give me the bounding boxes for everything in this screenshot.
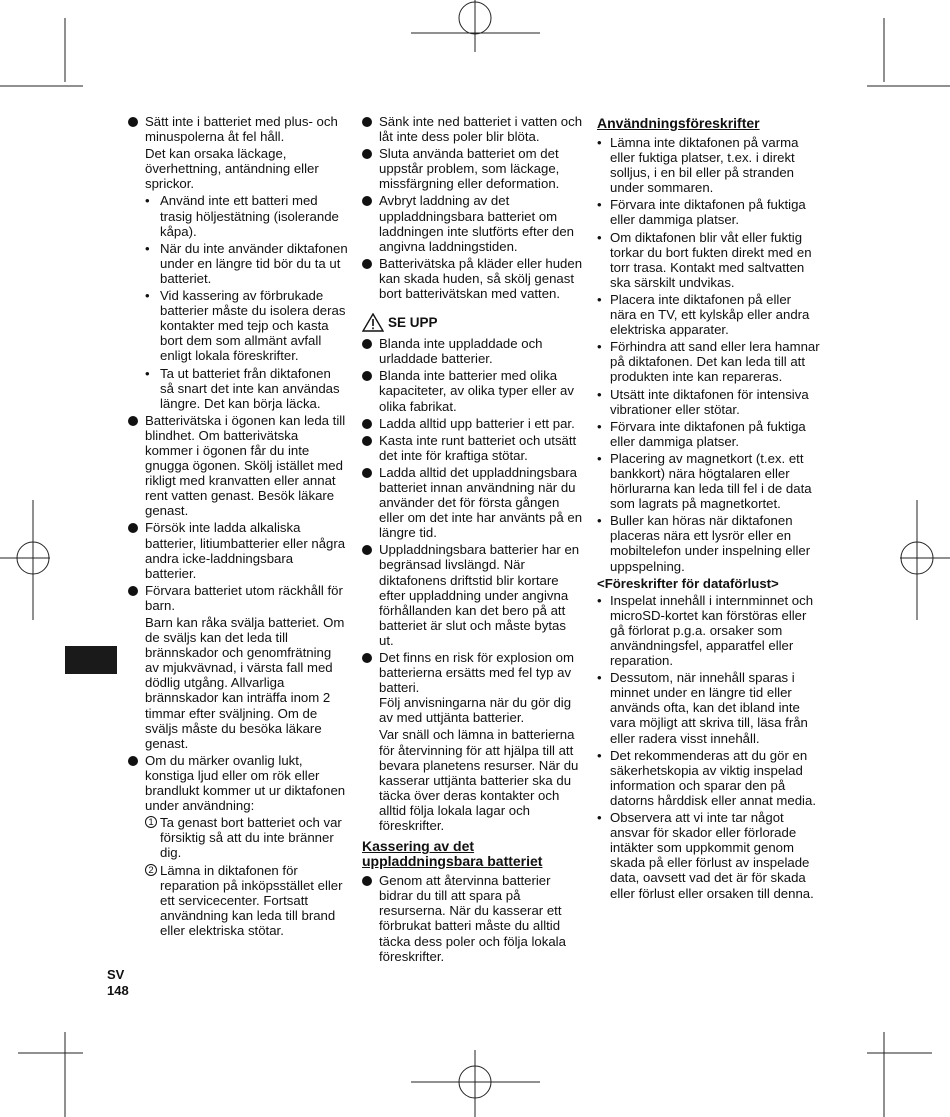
bullet-item: Kasta inte runt batteriet och utsätt det inte för kraftiga stötar. <box>362 433 584 463</box>
bullet-note: Barn kan råka svälja batteriet. Om de sväljs kan det leda till brännskador och genomfrätning av mjukvävnad, i värsta fall med dödlig utgång. Allvarliga brännskador kan inträffa inom 2 timmar efter sväljning. Om de sväljs måste du besöka läkare genast. <box>145 615 345 751</box>
caution-label: SE UPP <box>388 315 438 331</box>
bullet-note: Var snäll och lämna in batterierna för återvinning för att hjälpa till att bevara planetens resurser. När du kasserar uttjänta batterier ska du täcka över deras kontakter och alltid följa lokala lagar och föreskrifter. <box>379 727 579 834</box>
dot-item: • Dessutom, när innehåll sparas i minnet under en längre tid eller används ofta, kan det ibland inte vara möjligt att skriva till, läsa från eller radera visst innehåll. <box>597 670 821 745</box>
bullet-item: Sluta använda batteriet om det uppstår problem, som läckage, missfärgning eller deformation. <box>362 146 584 191</box>
bullet-item: Avbryt laddning av det uppladdningsbara batteriet om laddningen inte slutförts efter den angivna laddningstiden. <box>362 193 584 253</box>
dash-item: • När du inte använder diktafonen under en längre tid bör du ta ut batteriet. <box>128 241 348 286</box>
dot-item: • Lämna inte diktafonen på varma eller fuktiga platser, t.ex. i direkt solljus, i en bil eller på stranden under sommaren. <box>597 135 821 195</box>
dot-item: • Det rekommenderas att du gör en säkerhetskopia av viktig inspelad information och sparar den på datorns hårddisk eller annat media. <box>597 748 821 808</box>
dot-item: • Placering av magnetkort (t.ex. ett bankkort) nära högtalaren eller hörlurarna kan leda till fel i de data som lagrats på magnetkortet. <box>597 451 821 511</box>
dash-item: • Vid kassering av förbrukade batterier måste du isolera deras kontakter med tejp och kasta bort dem som allmänt avfall enligt lokala föreskrifter. <box>128 288 348 363</box>
section-heading: Användningsföreskrifter <box>597 115 760 131</box>
bullet-item: Batterivätska i ögonen kan leda till blindhet. Om batterivätska kommer i ögonen får du inte gnugga ögonen. Skölj istället med rikligt med kranvatten eller annat rent vatten genast. Besök läkare genast. <box>128 413 348 519</box>
step-text: Ta genast bort batteriet och var försiktig så att du inte bränner dig. <box>160 815 342 861</box>
step-text: Lämna in diktafonen för reparation på inköpsstället eller ett servicecenter. Fortsatt användning kan leda till brand eller elektriska stötar. <box>160 862 343 938</box>
bullet-item: Ladda alltid det uppladdningsbara batteriet innan användning när du använder det för första gången eller om det inte har använts på en längre tid. <box>362 465 584 540</box>
dot-item: • Förvara inte diktafonen på fuktiga eller dammiga platser. <box>597 419 821 449</box>
bullet-item: Genom att återvinna batterier bidrar du till att spara på resurserna. När du kasserar ett förbrukat batteri måste du alltid täcka dess poler och följa lokala föreskrifter. <box>362 873 584 964</box>
dot-item: • Inspelat innehåll i internminnet och microSD-kortet kan förstöras eller gå förlorat p.g.a. orsaker som användningsfel, apparatfel eller reparation. <box>597 593 821 668</box>
dot-item: • Observera att vi inte tar något ansvar för skador eller förlorade intäkter som uppkommit genom skada på eller förlust av inspelade data, oavsett vad det är för skada eller förlust eller orsaken till denna. <box>597 810 821 901</box>
section-tab <box>65 646 117 674</box>
bullet-item: Uppladdningsbara batterier har en begränsad livslängd. När diktafonens driftstid blir kortare efter uppladdning under angivna förhållanden kan det bero på att batteriet är slut och måste bytas ut. <box>362 542 584 648</box>
language-code: SV <box>107 967 125 982</box>
dot-item: • Om diktafonen blir våt eller fuktig torkar du bort fukten direkt med en torr trasa. Kontakt med saltvatten ska särskilt undvikas. <box>597 230 821 290</box>
step-number: 1 <box>145 816 157 828</box>
caution-heading <box>362 313 584 332</box>
dot-item: • Förhindra att sand eller lera hamnar på diktafonen. Det kan leda till att produkten inte kan repareras. <box>597 339 821 384</box>
warning-triangle-icon <box>362 313 384 332</box>
bullet-note: Det kan orsaka läckage, överhettning, antändning eller sprickor. <box>145 146 319 192</box>
page-footer <box>107 967 129 999</box>
bullet-item: Förvara batteriet utom räckhåll för barn. <box>128 583 348 613</box>
bullet-note: Följ anvisningarna när du gör dig av med uttjänta batterier. <box>379 695 572 726</box>
bullet-item: Försök inte ladda alkaliska batterier, litiumbatterier eller några andra icke-laddningsbara batterier. <box>128 520 348 580</box>
bullet-item: Sänk inte ned batteriet i vatten och låt inte dess poler blir blöta. <box>362 114 584 144</box>
bullet-item: Ladda alltid upp batterier i ett par. <box>362 416 584 431</box>
bullet-item: Sätt inte i batteriet med plus- och minuspolerna åt fel håll. <box>128 114 348 144</box>
column-2 <box>362 114 584 966</box>
bullet-item: Det finns en risk för explosion om batterierna ersätts med fel typ av batteri. <box>362 650 584 695</box>
step-number: 2 <box>145 864 157 876</box>
numbered-step-2 <box>128 863 348 938</box>
column-1 <box>128 114 348 940</box>
bullet-item: Blanda inte batterier med olika kapaciteter, av olika typer eller av olika fabrikat. <box>362 368 584 413</box>
numbered-step-1 <box>128 815 348 860</box>
column-3 <box>597 114 821 903</box>
dash-item: • Använd inte ett batteri med trasig höljestätning (isolerande kåpa). <box>128 193 348 238</box>
dot-item: • Förvara inte diktafonen på fuktiga eller dammiga platser. <box>597 197 821 227</box>
dash-item: • Ta ut batteriet från diktafonen så snart det inte kan användas längre. Det kan börja läcka. <box>128 366 348 411</box>
dot-item: • Utsätt inte diktafonen för intensiva vibrationer eller stötar. <box>597 387 821 417</box>
subheading: <Föreskrifter för dataförlust> <box>597 575 779 591</box>
bullet-item: Om du märker ovanlig lukt, konstiga ljud eller om rök eller brandlukt kommer ut ur diktafonen under användning: <box>128 753 348 813</box>
section-heading: Kassering av det uppladdningsbara batteriet <box>362 838 543 870</box>
dot-item: • Placera inte diktafonen på eller nära en TV, ett kylskåp eller andra elektriska apparater. <box>597 292 821 337</box>
bullet-item: Blanda inte uppladdade och urladdade batterier. <box>362 336 584 366</box>
page-number: 148 <box>107 983 129 998</box>
dot-item: • Buller kan höras när diktafonen placeras nära ett lysrör eller en mobiltelefon under inspelning eller uppspelning. <box>597 513 821 573</box>
bullet-item: Batterivätska på kläder eller huden kan skada huden, så skölj genast bort batterivätskan med vatten. <box>362 256 584 301</box>
